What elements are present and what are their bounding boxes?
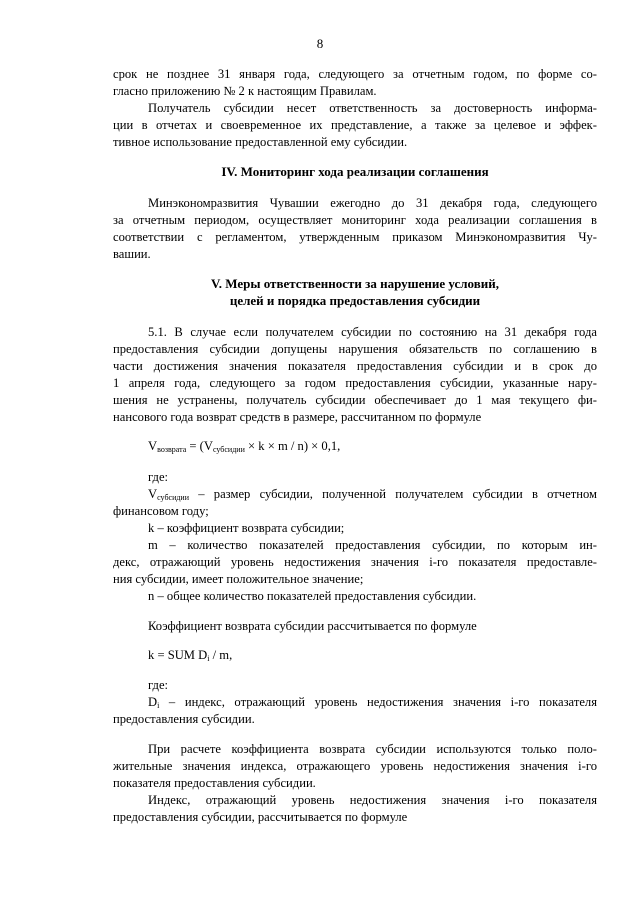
paragraph-line: 1 апреля года, следующего за годом предоставления субсидии, указанные нару- — [113, 376, 597, 390]
paragraph-line: части достижения значения показателя предоставления субсидии и в срок до — [113, 359, 597, 373]
definition-v: $V_{субсидии}$ – размер субсидии, полученной получателем субсидии в отчетном — [148, 487, 597, 502]
paragraph-line: шения не устранены, получатель субсидии обеспечивает до 1 мая текущего фи- — [113, 393, 597, 407]
section-heading-5: целей и порядка предоставления субсидии — [229, 293, 481, 308]
paragraph-line: срок не позднее 31 января года, следующего за отчетным годом, по форме со- — [113, 67, 597, 81]
section-heading-5: V. Меры ответственности за нарушение условий, — [211, 276, 499, 291]
paragraph-line: декс, отражающий уровень недостижения значения i-го показателя предоставле- — [113, 555, 597, 569]
paragraph-line: нансового года возврат средств в размере, рассчитанном по формуле — [113, 410, 482, 424]
paragraph-line: показателя предоставления субсидии. — [113, 776, 316, 790]
paragraph-line: Минэкономразвития Чувашии ежегодно до 31 декабря года, следующего — [148, 196, 597, 210]
formula-coefficient: k = SUM $D_i$ / m, — [148, 648, 233, 663]
paragraph-line: гласно приложению № 2 к настоящим Правилам. — [113, 84, 377, 98]
paragraph-line: тивное использование предоставленной ему субсидии. — [113, 135, 408, 149]
paragraph-line: ции в отчетах и своевременное их представление, а также за целевое и эффек- — [113, 118, 597, 132]
paragraph-line: Индекс, отражающий уровень недостижения значения i-го показателя — [148, 793, 597, 807]
paragraph-line: за отчетным периодом, осуществляет мониторинг хода реализации соглашения в — [113, 213, 597, 227]
paragraph-line: соответствии с регламентом, утвержденным приказом Минэкономразвития Чу- — [113, 230, 597, 244]
paragraph-line: предоставления субсидии допущены нарушения обязательств по соглашению в — [113, 342, 597, 356]
paragraph-line: жительные значения индекса, отражающего уровень недостижения значения i-го — [113, 759, 597, 773]
paragraph-line: 5.1. В случае если получателем субсидии по состоянию на 31 декабря года — [148, 325, 597, 339]
section-heading-4: IV. Мониторинг хода реализации соглашения — [221, 164, 489, 179]
paragraph-line: предоставления субсидии. — [113, 712, 255, 726]
paragraph-line: При расчете коэффициента возврата субсидии используются только поло- — [148, 742, 597, 756]
paragraph-line: Получатель субсидии несет ответственность за достоверность информа- — [148, 101, 597, 115]
where-label: где: — [148, 470, 169, 484]
paragraph-line: финансовом году; — [113, 504, 209, 518]
paragraph-line: предоставления субсидии, рассчитывается по формуле — [113, 810, 408, 824]
coefficient-intro: Коэффициент возврата субсидии рассчитывается по формуле — [148, 619, 477, 633]
definition-m: m – количество показателей предоставления субсидии, по которым ин- — [148, 538, 597, 552]
paragraph-line: вашии. — [113, 247, 151, 261]
where-label: где: — [148, 678, 169, 692]
paragraph-line: ния субсидии, имеет положительное значение; — [113, 572, 364, 586]
formula-refund: $V_{возврата} = (V_{субсидии} \times k \times m / n) \times 0,1$, — [148, 439, 341, 454]
definition-k: k – коэффициент возврата субсидии; — [148, 521, 345, 535]
definition-n: n – общее количество показателей предоставления субсидии. — [148, 589, 477, 603]
definition-d: $D_i$ – индекс, отражающий уровень недостижения значения i-го показателя — [148, 695, 597, 710]
page-number: 8 — [316, 36, 324, 51]
